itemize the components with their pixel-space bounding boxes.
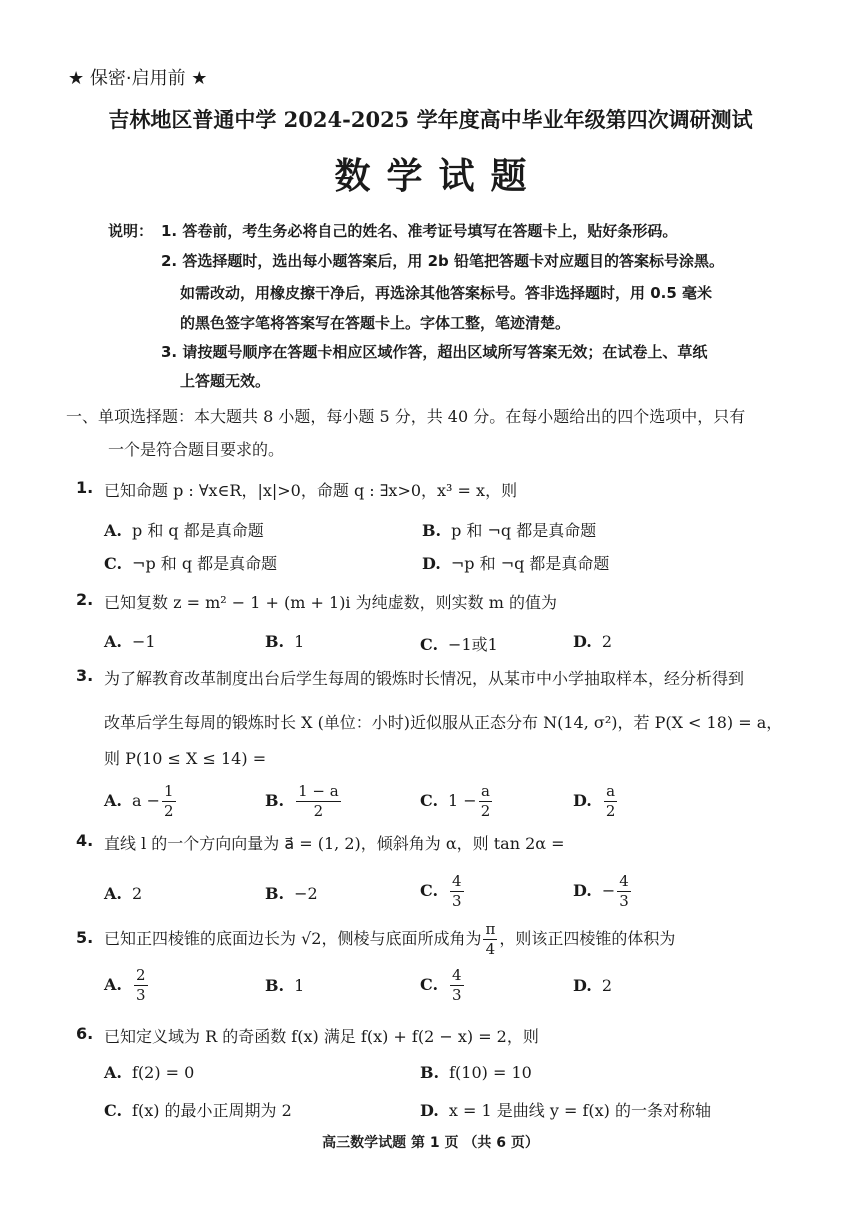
option-label: C.	[420, 880, 439, 900]
option-label: B.	[265, 632, 285, 651]
option-c	[420, 966, 466, 1005]
fraction	[450, 872, 464, 911]
denominator: 3	[452, 985, 462, 1004]
option-text: ¬p 和 q 都是真命题	[132, 554, 278, 573]
question-stem: 改革后学生每周的锻炼时长 X (单位：小时)近似服从正态分布 N(14, σ²)，若 P(X < 18) = a，	[104, 713, 783, 732]
fraction	[450, 966, 464, 1005]
stem-text: ，则该正四棱锥的体积为	[499, 928, 676, 948]
exam-title: 吉林地区普通中学 2024-2025 学年度高中毕业年级第四次调研测试	[108, 107, 753, 132]
option-text: 1	[294, 976, 305, 995]
question-number: 6.	[76, 1024, 94, 1043]
option-a	[104, 518, 264, 541]
denominator: 3	[135, 985, 146, 1004]
option-label: C.	[420, 974, 439, 994]
instruction-line: 3. 请按题号顺序在答题卡相应区域作答，超出区域所写答案无效；在试卷上、草纸	[161, 343, 708, 361]
option-label: C.	[420, 790, 439, 810]
instruction-line: 如需改动，用橡皮擦干净后，再选涂其他答案标号。答非选择题时，用 0.5 毫米	[180, 284, 713, 302]
option-d	[573, 976, 612, 995]
option-prefix: −	[601, 880, 616, 900]
denominator: 2	[313, 801, 324, 820]
fraction	[604, 782, 618, 821]
option-text: 1	[294, 632, 305, 651]
question-stem: 已知命题 p : ∀x∈R，|x|>0，命题 q : ∃x>0，x³ = x，则	[104, 481, 518, 500]
option-label: A.	[104, 884, 122, 903]
denominator: 2	[605, 801, 616, 820]
option-a	[104, 782, 178, 821]
option-prefix: 1 −	[448, 790, 477, 810]
denominator: 2	[480, 801, 491, 820]
option-label: D.	[573, 790, 592, 810]
question-stem: 直线 l 的一个方向向量为 a⃗ = (1, 2)，倾斜角为 α，则 tan 2α =	[104, 834, 565, 853]
option-label: B.	[265, 976, 285, 995]
option-b	[265, 782, 343, 821]
option-label: B.	[420, 1063, 440, 1082]
option-label: D.	[422, 554, 441, 573]
option-label: C.	[420, 635, 439, 654]
section-heading-cont: 一个是符合题目要求的。	[108, 440, 285, 459]
confidential-mark: ★ 保密·启用前 ★	[68, 68, 208, 89]
option-prefix: a −	[131, 790, 161, 810]
stem-text: 已知正四棱锥的底面边长为 √2，侧棱与底面所成角为	[104, 928, 482, 948]
question-number: 5.	[76, 928, 94, 947]
option-text: 2	[601, 632, 613, 651]
option-text: f(2) = 0	[131, 1063, 195, 1082]
option-c	[420, 872, 466, 911]
option-d	[573, 872, 633, 911]
option-a	[104, 632, 156, 651]
option-a	[104, 966, 150, 1005]
numerator: 1	[164, 782, 174, 800]
instruction-line: 上答题无效。	[180, 372, 271, 390]
subject-title: 数学试题	[334, 155, 543, 197]
option-c	[420, 782, 494, 821]
numerator: 4	[619, 872, 629, 890]
question-stem: 则 P(10 ≤ X ≤ 14) =	[104, 749, 267, 768]
denominator: 3	[619, 891, 629, 910]
option-text: f(10) = 10	[449, 1063, 532, 1082]
fraction	[162, 782, 176, 821]
option-text: p 和 q 都是真命题	[131, 521, 264, 540]
denominator: 4	[485, 939, 496, 958]
option-text: −1	[131, 632, 156, 651]
denominator: 2	[164, 801, 174, 820]
option-label: D.	[420, 1101, 439, 1120]
option-a	[104, 884, 142, 903]
option-text: ¬p 和 ¬q 都是真命题	[450, 554, 610, 573]
instruction-line: 1. 答卷前，考生务必将自己的姓名、准考证号填写在答题卡上，贴好条形码。	[161, 222, 678, 240]
question-number: 1.	[76, 478, 94, 497]
fraction	[479, 782, 493, 821]
question-stem	[104, 920, 675, 959]
instruction-line: 2. 答选择题时，选出每小题答案后，用 2b 铅笔把答题卡对应题目的答案标号涂黑。	[161, 252, 724, 270]
option-label: B.	[422, 521, 442, 540]
option-label: A.	[104, 521, 122, 540]
option-label: C.	[104, 1101, 123, 1120]
option-d	[420, 1098, 711, 1121]
numerator: 2	[135, 966, 146, 984]
fraction	[134, 966, 148, 1005]
option-label: C.	[104, 554, 123, 573]
option-text: 2	[131, 884, 143, 903]
option-d	[573, 632, 612, 651]
fraction	[483, 920, 497, 959]
option-label: B.	[265, 884, 285, 903]
fraction	[296, 782, 341, 821]
numerator: 4	[452, 966, 462, 984]
option-label: A.	[104, 1063, 122, 1082]
question-stem: 为了解教育改革制度出台后学生每周的锻炼时长情况，从某市中小学抽取样本，经分析得到	[104, 669, 745, 688]
question-number: 2.	[76, 590, 94, 609]
option-label: D.	[573, 632, 592, 651]
option-label: D.	[573, 976, 592, 995]
option-text: −2	[294, 884, 318, 903]
option-a	[104, 1063, 194, 1082]
numerator: 4	[452, 872, 462, 890]
option-text: f(x) 的最小正周期为 2	[132, 1101, 292, 1120]
option-b	[422, 518, 596, 541]
option-d	[422, 551, 609, 574]
section-heading: 一、单项选择题：本大题共 8 小题，每小题 5 分，共 40 分。在每小题给出的四个选项中，只有	[66, 407, 746, 426]
option-text: x = 1 是曲线 y = f(x) 的一条对称轴	[448, 1101, 711, 1120]
question-number: 3.	[76, 666, 94, 685]
option-label: A.	[104, 632, 122, 651]
option-label: A.	[104, 790, 122, 810]
question-stem: 已知复数 z = m² − 1 + (m + 1)i 为纯虚数，则实数 m 的值为	[104, 593, 557, 612]
instruction-line: 的黑色签字笔将答案写在答题卡上。字体工整，笔迹清楚。	[180, 314, 571, 332]
option-label: B.	[265, 790, 285, 810]
option-b	[420, 1063, 532, 1082]
option-text: 2	[601, 976, 613, 995]
question-stem: 已知定义域为 R 的奇函数 f(x) 满足 f(x) + f(2 − x) = 2，则	[104, 1027, 539, 1046]
page-footer: 高三数学试题 第 1 页 （共 6 页）	[322, 1135, 539, 1151]
option-text: p 和 ¬q 都是真命题	[451, 521, 597, 540]
numerator: π	[485, 920, 496, 938]
numerator: a	[479, 782, 493, 802]
option-d	[573, 782, 619, 821]
denominator: 3	[452, 891, 462, 910]
numerator: 1 − a	[298, 782, 339, 800]
numerator: a	[604, 782, 618, 802]
option-c	[104, 1098, 292, 1121]
option-c	[104, 551, 277, 574]
option-label: D.	[573, 880, 592, 900]
option-b	[265, 884, 318, 903]
fraction	[617, 872, 631, 911]
option-b	[265, 976, 304, 995]
option-label: A.	[104, 974, 122, 994]
option-c	[420, 632, 498, 655]
question-number: 4.	[76, 831, 94, 850]
instructions-lead: 说明：	[108, 222, 154, 240]
option-text: −1或1	[448, 635, 498, 654]
option-b	[265, 632, 304, 651]
